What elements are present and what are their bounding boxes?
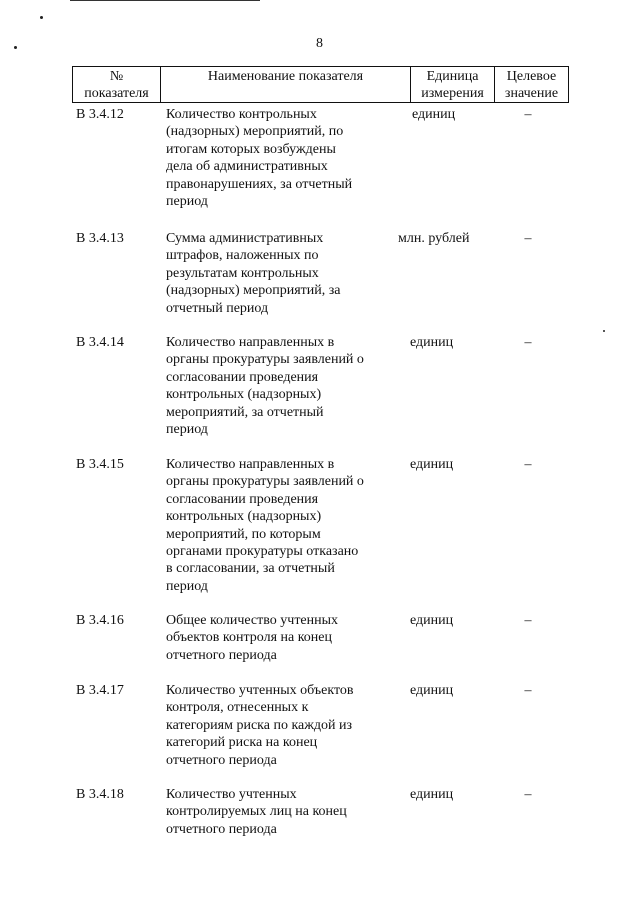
- row-name: Количество контрольных (надзорных) мероприятий, по итогам которых возбуждены дела об административных правонарушениях, за отчетный период: [166, 107, 353, 210]
- row-name: Количество направленных в органы прокуратуры заявлений о согласовании проведения контрольных (надзорных) мероприятий, за отчетный период: [166, 335, 364, 438]
- row-number: В 3.4.16: [76, 613, 124, 628]
- row-number: В 3.4.14: [76, 335, 124, 350]
- header-number: № показателя: [73, 67, 161, 103]
- row-target: –: [524, 683, 532, 698]
- row-name: Сумма административных штрафов, наложенных по результатам контрольных (надзорных) мероприятий, за отчетный период: [166, 231, 341, 316]
- row-target: –: [524, 335, 532, 350]
- row-unit: единиц: [410, 787, 454, 802]
- header-unit: Единица измерения: [411, 67, 495, 103]
- row-number: В 3.4.13: [76, 231, 124, 246]
- row-target: –: [524, 231, 532, 246]
- row-unit: единиц: [410, 613, 454, 628]
- row-unit: единиц: [410, 457, 454, 472]
- row-number: В 3.4.12: [76, 107, 124, 122]
- row-unit: единиц: [410, 335, 454, 350]
- header-name: Наименование показателя: [161, 67, 411, 103]
- row-number: В 3.4.17: [76, 683, 124, 698]
- row-unit: единиц: [412, 107, 456, 122]
- row-target: –: [524, 787, 532, 802]
- row-number: В 3.4.15: [76, 457, 124, 472]
- row-number: В 3.4.18: [76, 787, 124, 802]
- header-target: Целевое значение: [495, 67, 569, 103]
- row-name: Количество учтенных объектов контроля, отнесенных к категориям риска по каждой из категорий риска на конец отчетного периода: [166, 683, 354, 768]
- page-number: 8: [316, 36, 323, 51]
- row-target: –: [524, 613, 532, 628]
- row-unit: единиц: [410, 683, 454, 698]
- row-name: Количество направленных в органы прокуратуры заявлений о согласовании проведения контрольных (надзорных) мероприятий, по которым органами прокуратуры отказано в согласовании, за отчетный период: [166, 457, 364, 594]
- row-name: Количество учтенных контролируемых лиц на конец отчетного периода: [166, 787, 347, 837]
- row-target: –: [524, 107, 532, 122]
- row-target: –: [524, 457, 532, 472]
- row-name: Общее количество учтенных объектов контроля на конец отчетного периода: [166, 613, 339, 663]
- row-unit: млн. рублей: [398, 231, 470, 246]
